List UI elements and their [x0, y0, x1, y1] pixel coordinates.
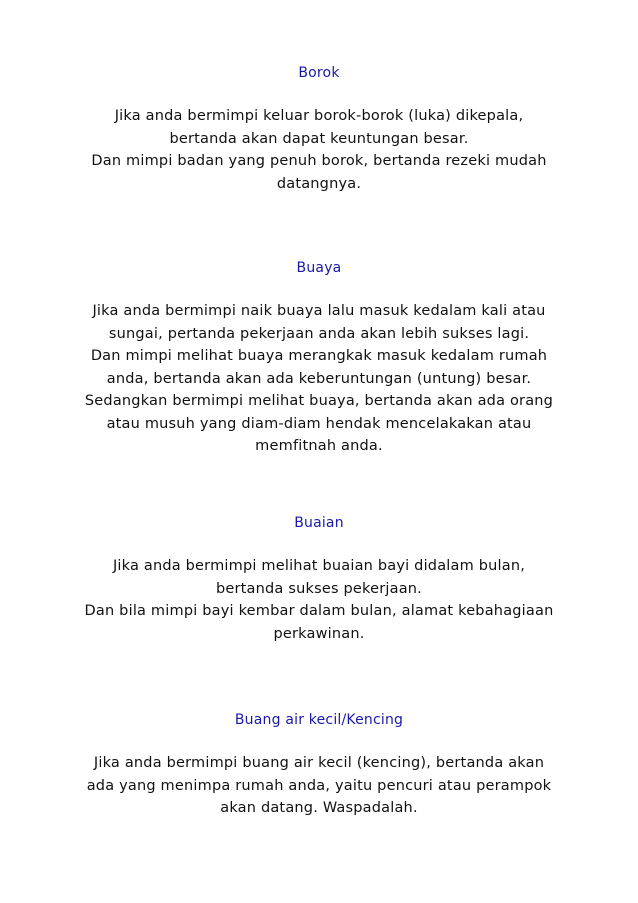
section-text: Jika anda bermimpi buang air kecil (kencing), bertanda akan ada yang menimpa rumah anda, yaitu pencuri atau perampok akan datang. Waspadalah. [86, 755, 552, 816]
section-buaian [40, 513, 598, 645]
section-title: Buaya [296, 260, 342, 276]
section-borok [40, 63, 598, 195]
section-text: Jika anda bermimpi naik buaya lalu masuk kedalam kali atau sungai, pertanda pekerjaan anda akan lebih sukses lagi. Dan mimpi melihat buaya merangkak masuk kedalam rumah anda, bertanda akan ada keberuntungan (untung) besar. Sedangkan bermimpi melihat buaya, bertanda akan ada orang atau musuh yang diam-diam hendak mencelakakan atau memfitnah anda. [84, 303, 554, 454]
section-title: Buaian [294, 515, 344, 531]
section-text: Jika anda bermimpi keluar borok-borok (luka) dikepala, bertanda akan dapat keuntungan besar. Dan mimpi badan yang penuh borok, bertanda rezeki mudah datangnya. [91, 108, 547, 192]
section-title: Borok [298, 65, 340, 81]
section-buaya [40, 258, 598, 458]
section-title: Buang air kecil/Kencing [234, 712, 404, 728]
section-buang-air-kecil [40, 710, 598, 820]
section-text: Jika anda bermimpi melihat buaian bayi didalam bulan, bertanda sukses pekerjaan. Dan bila mimpi bayi kembar dalam bulan, alamat kebahagiaan perkawinan. [84, 558, 554, 642]
